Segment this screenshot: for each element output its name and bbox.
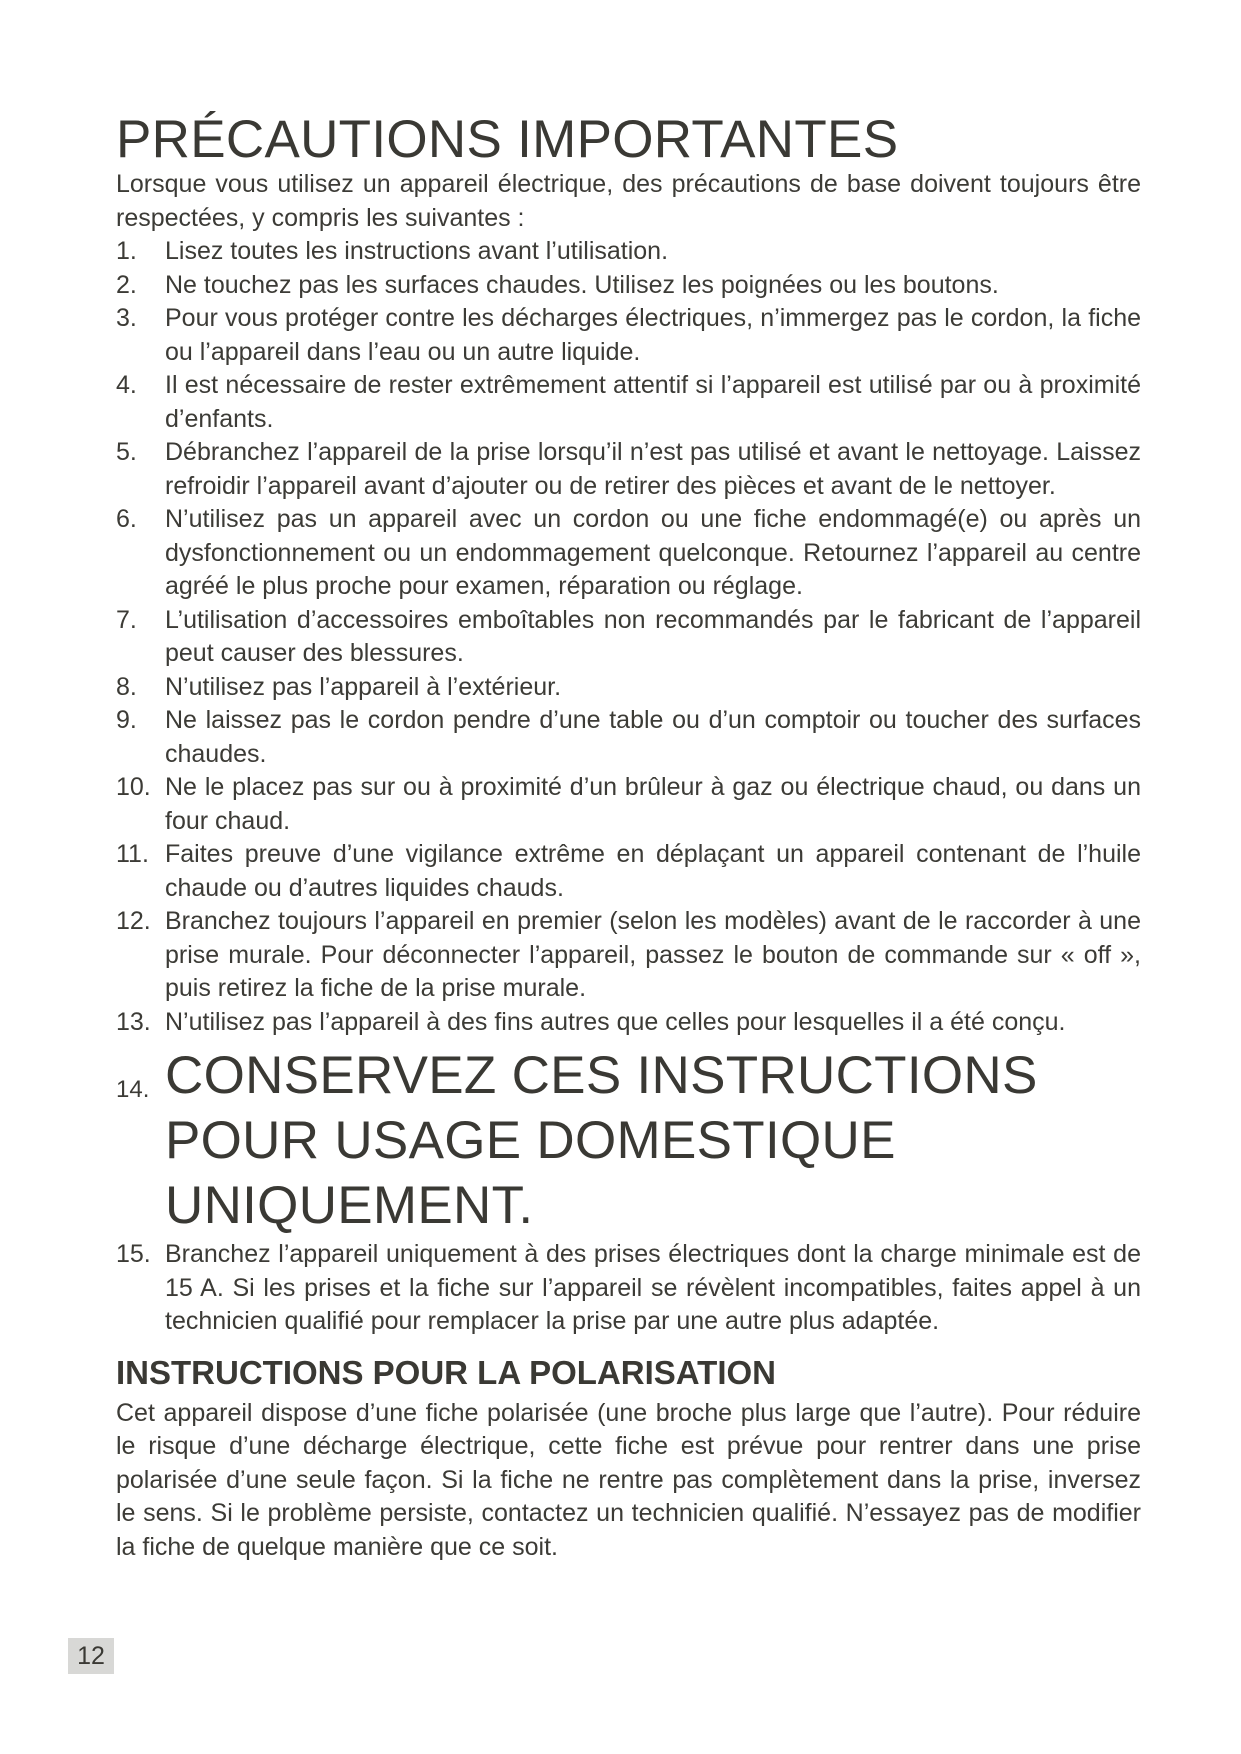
item-number: 6. bbox=[116, 505, 137, 533]
item-number: 14. bbox=[116, 1076, 150, 1103]
polarisation-heading: INSTRUCTIONS POUR LA POLARISATION bbox=[116, 1353, 776, 1391]
list-item bbox=[116, 771, 1141, 838]
list-item bbox=[116, 905, 1141, 1006]
list-item bbox=[116, 1238, 1141, 1339]
item-number: 8. bbox=[116, 672, 137, 701]
item-text: Branchez l’appareil uniquement à des prises électriques dont la charge minimale est de 15 A. Si les prises et la fiche sur l’appareil se révèlent incompatibles, faites appel à un technicien qualifié pour remplacer la prise par une autre plus adaptée. bbox=[165, 1240, 1141, 1335]
list-item bbox=[116, 503, 1141, 604]
item-text: N’utilisez pas l’appareil à des fins autres que celles pour lesquelles il a été conçu. bbox=[165, 1007, 1066, 1036]
item-text: Il est nécessaire de rester extrêmement attentif si l’appareil est utilisé par ou à proximité d’enfants. bbox=[165, 371, 1141, 433]
page-number: 12 bbox=[68, 1638, 114, 1674]
list-item bbox=[116, 671, 1141, 705]
item-number: 10. bbox=[116, 773, 151, 801]
item-text: N’utilisez pas un appareil avec un cordon ou une fiche endommagé(e) ou après un dysfonctionnement ou un endommagement quelconque. Retournez l’appareil au centre agréé le plus proche pour examen, réparation ou réglage. bbox=[165, 505, 1141, 600]
list-item bbox=[116, 604, 1141, 671]
polarisation-paragraph: Cet appareil dispose d’une fiche polarisée (une broche plus large que l’autre). Pour réduire le risque d’une décharge électrique, cette fiche est prévue pour rentrer dans une prise polarisée d’une seule façon. Si la fiche ne rentre pas complètement dans la prise, inversez le sens. Si le problème persiste, contactez un technicien qualifié. N’essayez pas de modifier la fiche de quelque manière que ce soit. bbox=[116, 1398, 1141, 1561]
item-text: Faites preuve d’une vigilance extrême en déplaçant un appareil contenant de l’huile chaude ou d’autres liquides chauds. bbox=[165, 840, 1141, 902]
item-text: Ne le placez pas sur ou à proximité d’un brûleur à gaz ou électrique chaud, ou dans un four chaud. bbox=[165, 773, 1141, 835]
item-number: 3. bbox=[116, 304, 137, 332]
item-text: Ne touchez pas les surfaces chaudes. Utilisez les poignées ou les boutons. bbox=[165, 270, 999, 299]
list-item bbox=[116, 838, 1141, 905]
item-text: N’utilisez pas l’appareil à l’extérieur. bbox=[165, 672, 562, 701]
page-title: PRÉCAUTIONS IMPORTANTES bbox=[116, 110, 899, 169]
item-text: L’utilisation d’accessoires emboîtables non recommandés par le fabricant de l’appareil peut causer des blessures. bbox=[165, 605, 1141, 667]
list-item bbox=[116, 436, 1141, 503]
item-number: 2. bbox=[116, 270, 137, 299]
item-number: 5. bbox=[116, 438, 137, 466]
list-item bbox=[116, 369, 1141, 436]
list-item-conserve bbox=[116, 1039, 1141, 1238]
intro-paragraph: Lorsque vous utilisez un appareil électrique, des précautions de base doivent toujours être respectées, y compris les suivantes : bbox=[116, 170, 1141, 232]
item-number: 12. bbox=[116, 907, 151, 935]
page-content bbox=[116, 110, 1141, 1564]
item-number: 15. bbox=[116, 1240, 151, 1268]
item-text: Pour vous protéger contre les décharges électriques, n’immergez pas le cordon, la fiche ou l’appareil dans l’eau ou un autre liquide. bbox=[165, 304, 1141, 366]
precautions-list bbox=[116, 235, 1141, 1339]
item-number: 11. bbox=[116, 840, 149, 868]
item-number: 1. bbox=[116, 237, 137, 265]
item-number: 9. bbox=[116, 706, 137, 734]
item-text: Débranchez l’appareil de la prise lorsqu’il n’est pas utilisé et avant le nettoyage. Laissez refroidir l’appareil avant d’ajouter ou de retirer des pièces et avant de le nettoyer. bbox=[165, 438, 1141, 500]
conserve-instructions-heading: CONSERVEZ CES INSTRUCTIONS POUR USAGE DOMESTIQUE UNIQUEMENT. bbox=[165, 1046, 1038, 1235]
list-item bbox=[116, 302, 1141, 369]
item-number: 13. bbox=[116, 1007, 151, 1036]
item-number: 4. bbox=[116, 371, 137, 399]
item-number: 7. bbox=[116, 605, 137, 634]
list-item bbox=[116, 269, 1141, 303]
list-item bbox=[116, 1006, 1141, 1040]
list-item bbox=[116, 704, 1141, 771]
item-text: Branchez toujours l’appareil en premier (selon les modèles) avant de le raccorder à une prise murale. Pour déconnecter l’appareil, passez le bouton de commande sur « off », puis retirez la fiche de la prise murale. bbox=[165, 907, 1141, 1002]
item-text: Lisez toutes les instructions avant l’utilisation. bbox=[165, 237, 669, 265]
item-text: Ne laissez pas le cordon pendre d’une table ou d’un comptoir ou toucher des surfaces chaudes. bbox=[165, 706, 1141, 768]
list-item bbox=[116, 235, 1141, 269]
